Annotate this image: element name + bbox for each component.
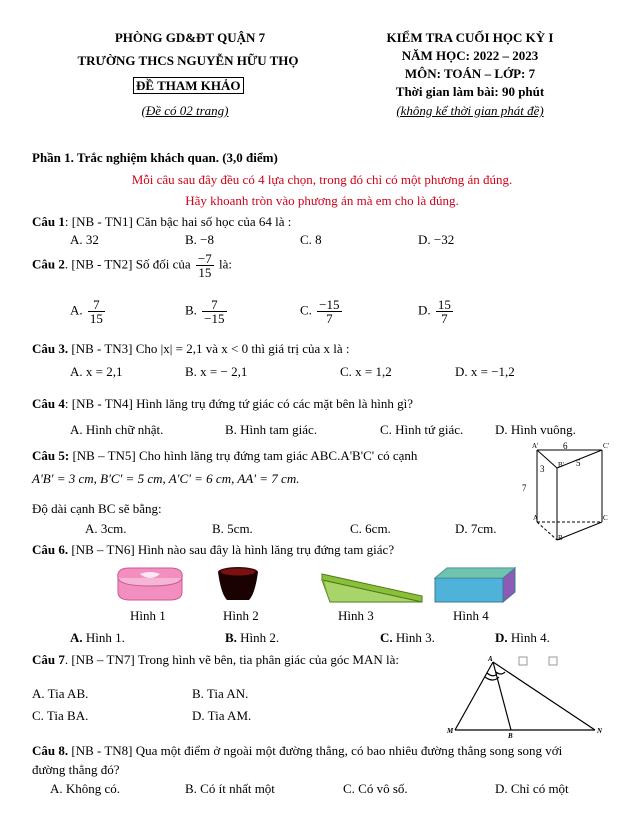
q6-option-a[interactable]: A. Hình 1. bbox=[70, 630, 125, 645]
q2-option-d[interactable]: D. $\frac{15}{7}$ bbox=[418, 297, 451, 326]
exam-title: KIỂM TRA CUỐI HỌC KỲ I bbox=[386, 30, 554, 45]
q6-option-c[interactable]: C. Hình 3. bbox=[380, 630, 435, 645]
label-b-prime: B' bbox=[558, 461, 564, 469]
q3-option-c[interactable]: C. x = 1,2 bbox=[340, 364, 392, 379]
q7-option-b[interactable]: B. Tia AN. bbox=[192, 686, 249, 701]
q1-option-c[interactable]: C. 8 bbox=[300, 232, 322, 247]
edge-5: 5 bbox=[576, 458, 581, 468]
q3-option-d[interactable]: D. x = −1,2 bbox=[455, 364, 515, 379]
dept-name: PHÒNG GD&ĐT QUẬN 7 bbox=[114, 30, 266, 45]
ramp-prism-image bbox=[318, 566, 428, 604]
part1-title: Phần 1. Trắc nghiệm khách quan. (3,0 điểm) bbox=[32, 150, 278, 165]
q3-option-b[interactable]: B. x = − 2,1 bbox=[185, 364, 248, 379]
school-year: NĂM HỌC: 2022 – 2023 bbox=[401, 48, 539, 63]
q5-option-c[interactable]: C. 6cm. bbox=[350, 521, 391, 536]
question-4: Câu 4: [NB - TN4] Hình lăng trụ đứng tứ giác có các mặt bên là hình gì? bbox=[32, 396, 414, 411]
q5-question: Độ dài cạnh BC sẽ bằng: bbox=[32, 501, 162, 516]
heart-box-image bbox=[110, 564, 190, 604]
q8-option-d[interactable]: D. Chỉ có một bbox=[495, 781, 569, 796]
q4-option-d[interactable]: D. Hình vuông. bbox=[495, 422, 576, 437]
q2-option-a[interactable]: A. $\frac{7}{15}$ bbox=[70, 297, 103, 326]
figure-4-caption: Hình 4 bbox=[453, 608, 489, 623]
q1-option-a[interactable]: A. 32 bbox=[70, 232, 99, 247]
bowl-image bbox=[215, 566, 261, 604]
q6-option-b[interactable]: B. Hình 2. bbox=[225, 630, 280, 645]
label-c: C bbox=[603, 514, 608, 522]
figure-3-caption: Hình 3 bbox=[338, 608, 374, 623]
question-8-cont: đường thẳng đó? bbox=[32, 762, 120, 777]
q8-option-c[interactable]: C. Có vô số. bbox=[343, 781, 408, 796]
edge-3: 3 bbox=[540, 464, 545, 474]
q5-option-b[interactable]: B. 5cm. bbox=[212, 521, 253, 536]
q7-option-d[interactable]: D. Tia AM. bbox=[192, 708, 252, 723]
part1-instruction-2: Hãy khoanh tròn vào phương án mà em cho là đúng. bbox=[185, 193, 459, 208]
label-b: B bbox=[558, 534, 563, 542]
q3-option-a[interactable]: A. x = 2,1 bbox=[70, 364, 123, 379]
prism-figure bbox=[520, 438, 620, 550]
question-2: Câu 2. [NB - TN2] Số đối của $\frac{-7}{15}$ là: bbox=[32, 251, 232, 280]
q4-option-c[interactable]: C. Hình tứ giác. bbox=[380, 422, 464, 437]
figure-2-caption: Hình 2 bbox=[223, 608, 259, 623]
q4-option-b[interactable]: B. Hình tam giác. bbox=[225, 422, 318, 437]
duration: Thời gian làm bài: 90 phút bbox=[395, 84, 545, 99]
label-m: M bbox=[447, 727, 454, 735]
q1-option-b[interactable]: B. −8 bbox=[185, 232, 215, 247]
q7-option-c[interactable]: C. Tia BA. bbox=[32, 708, 89, 723]
q8-option-a[interactable]: A. Không có. bbox=[50, 781, 121, 796]
question-3: Câu 3. [NB - TN3] Cho |x| = 2,1 và x < 0 thì giá trị của x là : bbox=[32, 341, 350, 356]
question-6: Câu 6. [NB – TN6] Hình nào sau đây là hình lăng trụ đứng tam giác? bbox=[32, 542, 395, 557]
label-b: B bbox=[508, 732, 513, 738]
question-1: Câu 1: [NB - TN1] Căn bậc hai số học của 64 là : bbox=[32, 214, 292, 229]
q5-option-a[interactable]: A. 3cm. bbox=[85, 521, 127, 536]
edge-7: 7 bbox=[522, 483, 527, 493]
label-a: A bbox=[488, 655, 493, 663]
subject: MÔN: TOÁN – LỚP: 7 bbox=[404, 66, 536, 81]
q2-option-b[interactable]: B. $\frac{7}{-15}$ bbox=[185, 297, 225, 326]
page-count: (Đề có 02 trang) bbox=[141, 103, 229, 118]
figure-1-caption: Hình 1 bbox=[130, 608, 166, 623]
box-prism-image bbox=[433, 566, 517, 604]
label-a: A bbox=[533, 514, 539, 522]
question-5: Câu 5: [NB – TN5] Cho hình lăng trụ đứng tam giác ABC.A'B'C' có cạnh bbox=[32, 448, 418, 463]
label-a-prime: A' bbox=[532, 442, 539, 450]
edge-6: 6 bbox=[563, 441, 568, 451]
q8-option-b[interactable]: B. Có ít nhất một bbox=[185, 781, 275, 796]
reference-exam-box: ĐỀ THAM KHẢO bbox=[133, 77, 244, 94]
q5-option-d[interactable]: D. 7cm. bbox=[455, 521, 497, 536]
question-8: Câu 8. [NB - TN8] Qua một điểm ở ngoài một đường thẳng, có bao nhiêu đường thẳng song song với bbox=[32, 743, 563, 758]
question-7: Câu 7. [NB – TN7] Trong hình vẽ bên, tia phân giác của góc MAN là: bbox=[32, 652, 399, 667]
angle-figure bbox=[445, 650, 615, 738]
q5-measures: A'B' = 3 cm, B'C' = 5 cm, A'C' = 6 cm, AA' = 7 cm. bbox=[32, 471, 300, 486]
q1-option-d[interactable]: D. −32 bbox=[418, 232, 455, 247]
school-name: TRƯỜNG THCS NGUYỄN HỮU THỌ bbox=[77, 53, 299, 68]
q2-option-c[interactable]: C. $\frac{-15}{7}$ bbox=[300, 297, 340, 326]
part1-instruction-1: Mỗi câu sau đây đều có 4 lựa chọn, trong đó chỉ có một phương án đúng. bbox=[131, 172, 513, 187]
duration-note: (không kể thời gian phát đề) bbox=[396, 103, 544, 118]
q7-option-a[interactable]: A. Tia AB. bbox=[32, 686, 89, 701]
q6-option-d[interactable]: D. Hình 4. bbox=[495, 630, 550, 645]
label-n: N bbox=[597, 727, 603, 735]
label-c-prime: C' bbox=[603, 442, 609, 450]
q4-option-a[interactable]: A. Hình chữ nhật. bbox=[70, 422, 164, 437]
